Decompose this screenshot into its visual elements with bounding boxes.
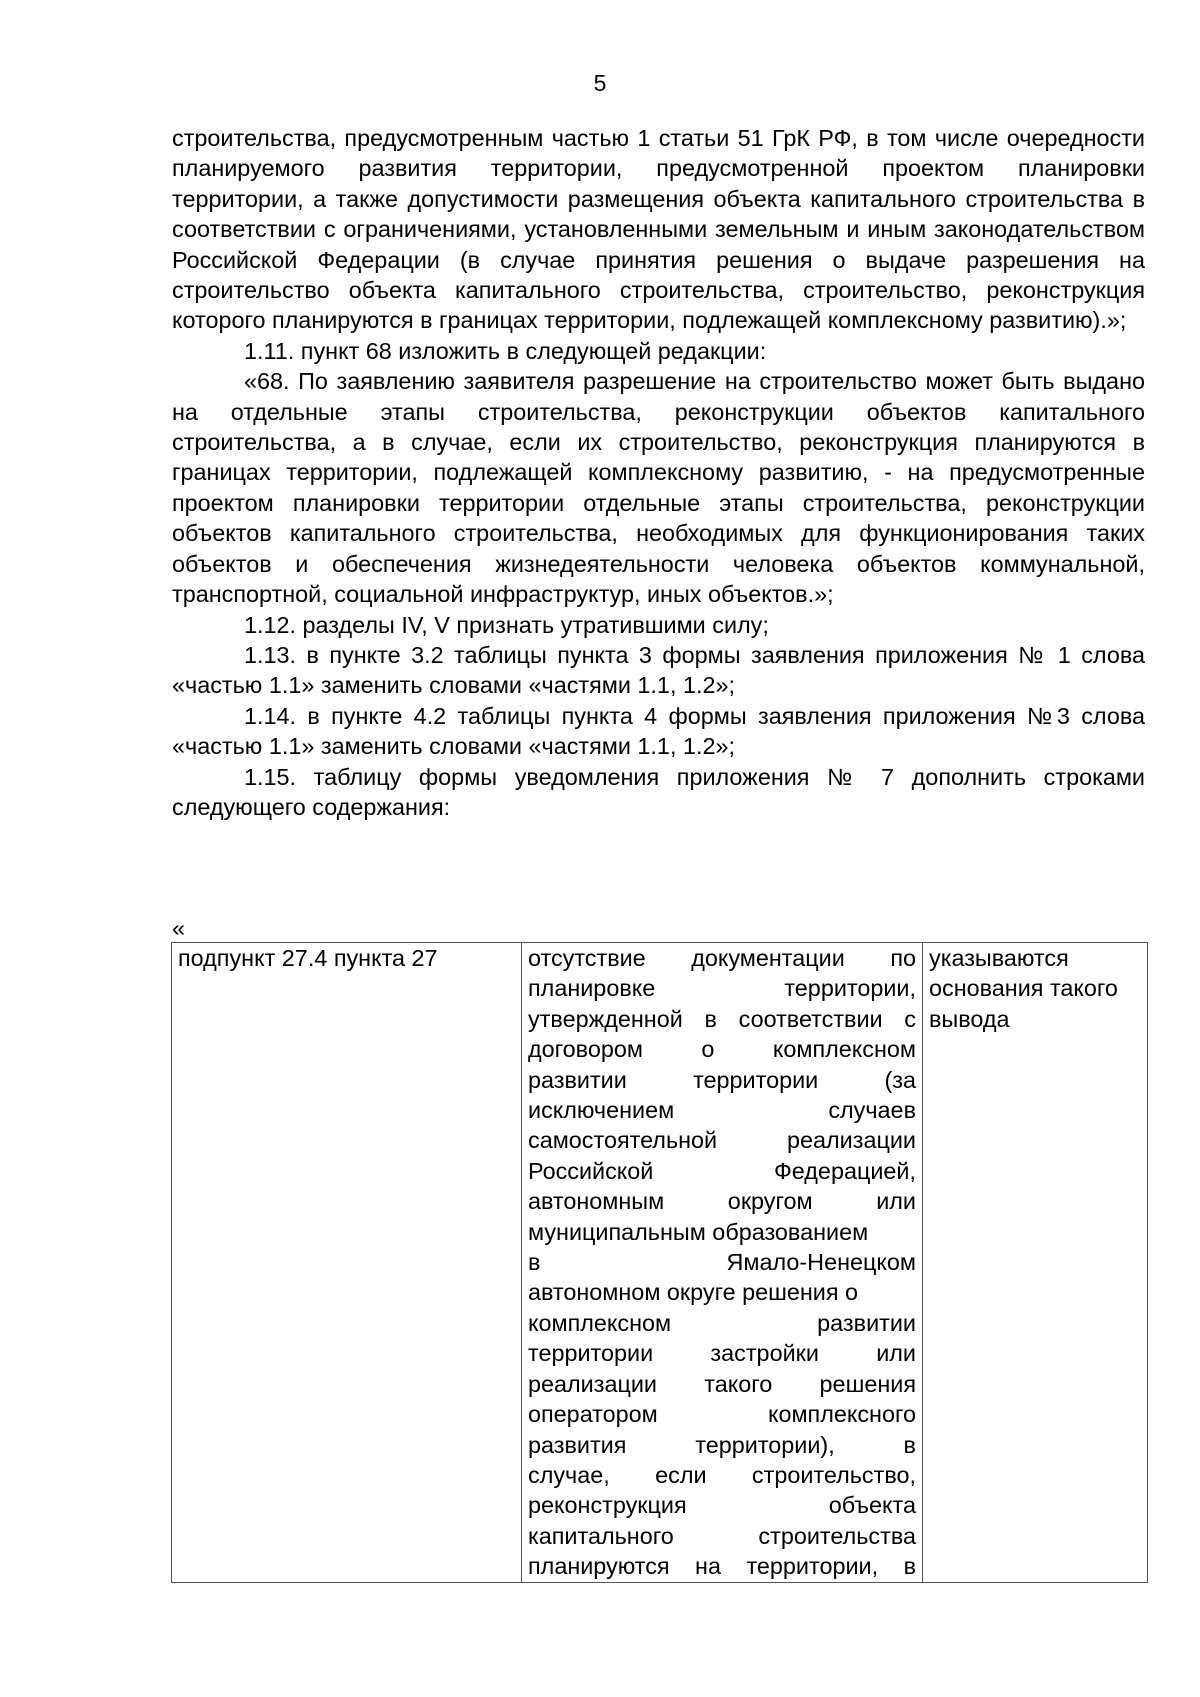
note-line: указываются [929,945,1069,971]
table-row [172,943,1148,1583]
condition-line: автономном округе решения о [528,1279,859,1306]
condition-line: исключением случаев [528,1097,916,1124]
condition-line: капитального строительства [528,1522,916,1549]
condition-line: развитии территории (за [528,1066,916,1093]
table-cell-condition [522,943,923,1583]
document-body [172,123,1145,822]
paragraph-item-68-text: «68. По заявлению заявителя разрешение на строительство может быть выдано на отдельные этапы строительства, реконструкции объектов капитального строительства, а в случае, если их строительство, реконструкция планируются в границах территории, подлежащей комплексному развитию, - на предусмотренные проектом планировки территории отдельные этапы строительства, реконструкции объектов капитального строительства, необходимых для функционирования таких объектов и обеспечения жизнедеятельности человека объектов коммунальной, транспортной, социальной инфраструктур, иных объектов.»; [172,368,1145,608]
condition-line: муниципальным образованием [528,1218,869,1245]
condition-line: развития территории), в [528,1431,916,1458]
condition-line: автономным округом или [528,1188,916,1215]
condition-line: планируются на территории, в [528,1553,916,1580]
paragraph-item-1-12: 1.12. разделы IV, V признать утратившими силу; [244,611,769,638]
condition-line: случае, если строительство, [528,1461,916,1488]
condition-line: планировке территории, [528,975,916,1002]
opening-quote-mark: « [172,915,186,941]
condition-line: реконструкция объекта [528,1492,916,1519]
paragraph-item-1-15: 1.15. таблицу формы уведомления приложения № 7 дополнить строками следующего содержания: [172,763,1145,820]
clause-reference: подпункт 27.4 пункта 27 [178,945,438,971]
condition-line: комплексном развитии [528,1309,916,1336]
note-line: вывода [929,1005,1010,1032]
table-cell-note [923,943,1148,1583]
condition-line: территории застройки или [528,1340,916,1367]
note-line: основания такого [929,975,1118,1002]
paragraph-item-1-14: 1.14. в пункте 4.2 таблицы пункта 4 формы заявления приложения №3 слова «частью 1.1» заменить словами «частями 1.1, 1.2»; [172,702,1145,760]
table-cell-clause [172,943,522,1583]
paragraph-continuation: строительства, предусмотренным частью 1 статьи 51 ГрК РФ, в том числе очередности планируемого развития территории, предусмотренной проектом планировки территории, а также допустимости размещения объекта капитального строительства в соответствии с ограничениями, установленными земельным и иным законодательством Российской Федерации (в случае принятия решения о выдаче разрешения на строительство объекта капитального строительства, строительство, реконструкция которого планируются в границах территории, подлежащей комплексному развитию).»; [172,125,1145,334]
condition-line: договором о комплексном [528,1036,916,1063]
condition-line: реализации такого решения [528,1370,916,1397]
condition-line: утвержденной в соответствии с [528,1005,916,1032]
paragraph-item-1-11: 1.11. пункт 68 изложить в следующей редакции: [244,337,767,364]
condition-line: в Ямало-Ненецком [528,1249,916,1276]
condition-line: Российской Федерацией, [528,1157,916,1184]
condition-line: отсутствие документации по [528,945,916,971]
condition-line: оператором комплексного [528,1401,916,1428]
amendment-table [171,942,1148,1583]
paragraph-item-1-13: 1.13. в пункте 3.2 таблицы пункта 3 формы заявления приложения № 1 слова «частью 1.1» заменить словами «частями 1.1, 1.2»; [172,641,1145,699]
page-number: 5 [593,70,607,96]
condition-line: самостоятельной реализации [528,1127,916,1154]
